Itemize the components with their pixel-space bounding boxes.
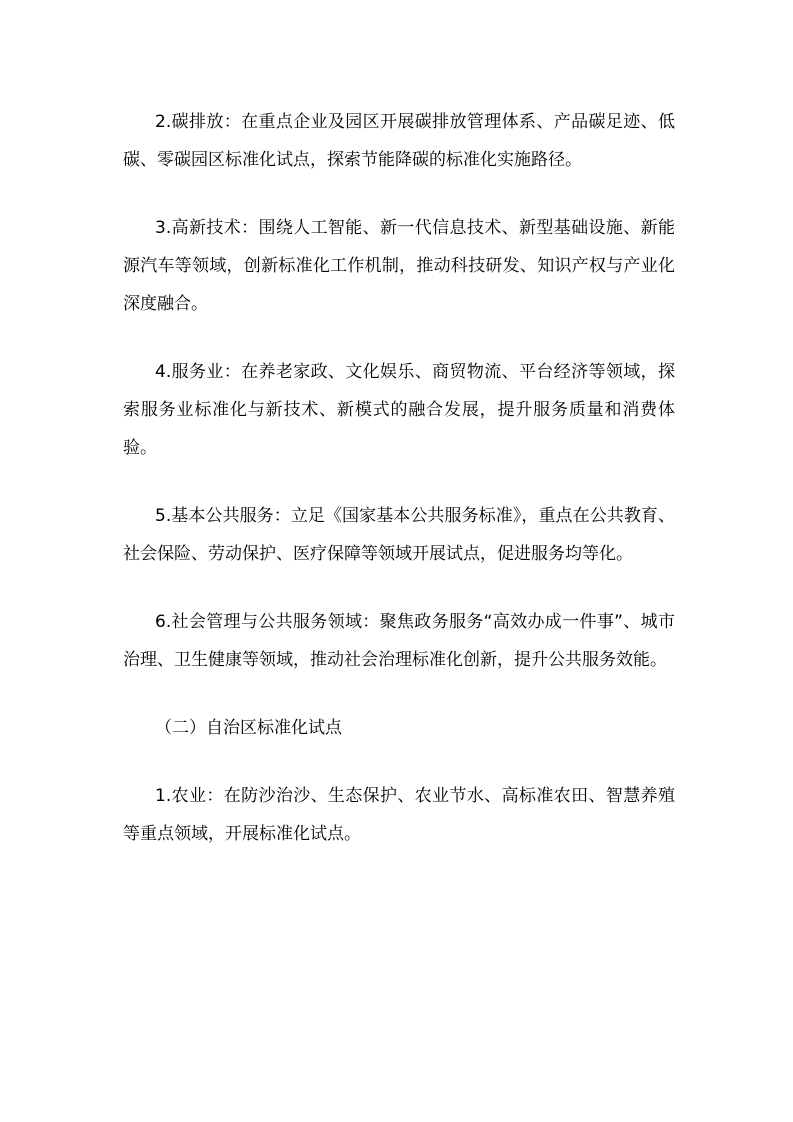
paragraph-high-tech: 3.高新技术：围绕人工智能、新一代信息技术、新型基础设施、新能源汽车等领域，创新标准化工作机制，推动科技研发、知识产权与产业化深度融合。 <box>123 218 675 314</box>
document-body <box>123 103 675 853</box>
paragraph-social-management: 6.社会管理与公共服务领域：聚焦政务服务“高效办成一件事”、城市治理、卫生健康等领域，推动社会治理标准化创新，提升公共服务效能。 <box>123 612 675 670</box>
section-heading-autonomous-region-pilot: （二）自治区标准化试点 <box>155 718 342 738</box>
paragraph-agriculture: 1.农业：在防沙治沙、生态保护、农业节水、高标准农田、智慧养殖等重点领域，开展标准化试点。 <box>123 786 675 844</box>
paragraph-carbon-emission: 2.碳排放：在重点企业及园区开展碳排放管理体系、产品碳足迹、低碳、零碳园区标准化试点，探索节能降碳的标准化实施路径。 <box>123 112 675 170</box>
paragraph-service-industry: 4.服务业：在养老家政、文化娱乐、商贸物流、平台经济等领域，探索服务业标准化与新技术、新模式的融合发展，提升服务质量和消费体验。 <box>123 362 675 458</box>
paragraph-basic-public-service: 5.基本公共服务：立足《国家基本公共服务标准》，重点在公共教育、社会保险、劳动保护、医疗保障等领域开展试点，促进服务均等化。 <box>123 506 675 564</box>
